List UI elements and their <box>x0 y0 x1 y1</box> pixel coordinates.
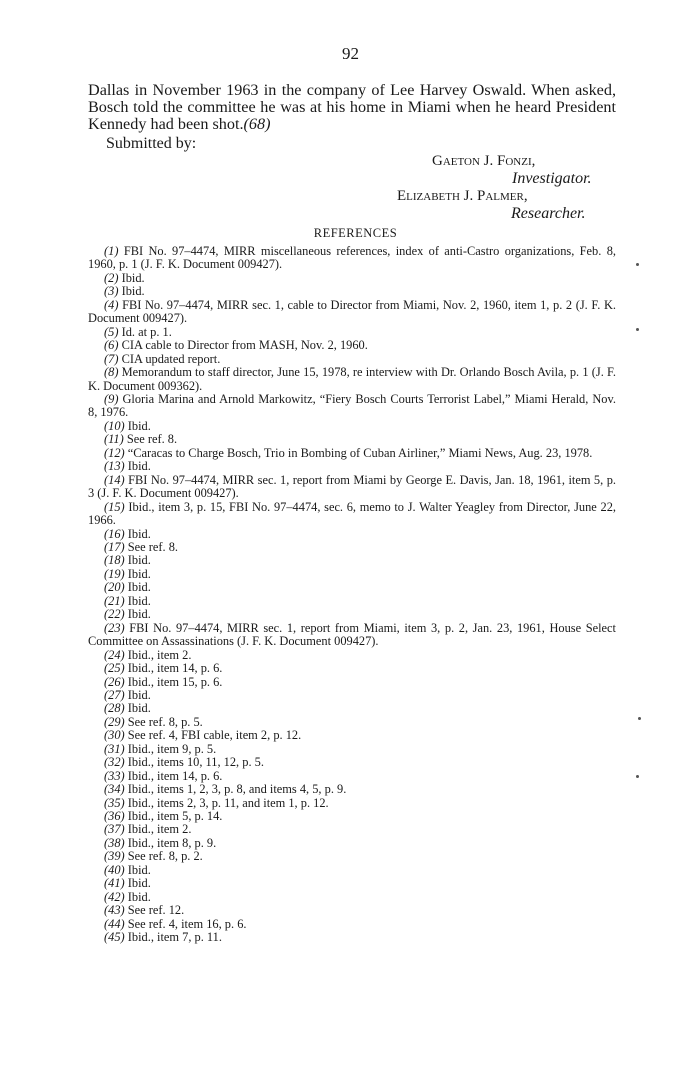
reference-number: (5) <box>104 324 119 339</box>
reference-item <box>88 864 616 877</box>
reference-text: See ref. 8, p. 2. <box>127 849 203 864</box>
reference-number: (31) <box>104 741 125 756</box>
reference-number: (45) <box>104 930 125 945</box>
scan-speck <box>636 328 639 331</box>
reference-text: Ibid. <box>127 889 151 904</box>
reference-text: See ref. 8. <box>126 432 178 447</box>
reference-text: Ibid. <box>121 284 145 299</box>
reference-text: See ref. 4, item 16, p. 6. <box>127 916 247 931</box>
reference-number: (13) <box>104 459 125 474</box>
scan-speck <box>636 263 639 266</box>
reference-item <box>88 743 616 756</box>
reference-number: (1) <box>104 244 119 258</box>
reference-number: (4) <box>104 297 119 312</box>
reference-item <box>88 756 616 769</box>
body-text: Dallas in November 1963 in the company of Lee Harvey Oswald. When asked, Bosch told the committee he was at his home in Miami when he heard President Kennedy had been shot. <box>88 81 616 133</box>
reference-text: FBI No. 97–4474, MIRR sec. 1, cable to Director from Miami, Nov. 2, 1960, item 1, p. 2 (J. F. K. Document 009427). <box>88 297 616 326</box>
reference-text: CIA cable to Director from MASH, Nov. 2, 1960. <box>121 338 368 353</box>
reference-number: (43) <box>104 903 125 918</box>
reference-number: (34) <box>104 782 125 797</box>
reference-number: (40) <box>104 862 125 877</box>
reference-item <box>88 770 616 783</box>
submitted-by-label: Submitted by: <box>106 135 197 152</box>
reference-text: Ibid., items 10, 11, 12, p. 5. <box>127 755 264 770</box>
reference-number: (16) <box>104 526 125 541</box>
scan-speck <box>636 775 639 778</box>
reference-text: See ref. 12. <box>127 903 185 918</box>
reference-number: (44) <box>104 916 125 931</box>
reference-item <box>88 433 616 446</box>
reference-item <box>88 729 616 742</box>
reference-item <box>88 299 616 326</box>
reference-item <box>88 285 616 298</box>
reference-number: (18) <box>104 553 125 568</box>
reference-number: (39) <box>104 849 125 864</box>
reference-item <box>88 353 616 366</box>
reference-number: (35) <box>104 795 125 810</box>
references-list <box>88 245 616 945</box>
reference-number: (19) <box>104 566 125 581</box>
reference-item <box>88 474 616 501</box>
footnote-ref: (68) <box>243 115 271 133</box>
reference-number: (10) <box>104 418 125 433</box>
reference-item <box>88 702 616 715</box>
signatory-role: Investigator. <box>512 170 592 187</box>
reference-item <box>88 931 616 944</box>
reference-number: (11) <box>104 432 124 447</box>
reference-number: (7) <box>104 351 119 366</box>
reference-item <box>88 501 616 528</box>
scan-speck <box>638 717 641 720</box>
reference-text: Ibid. <box>127 566 151 581</box>
reference-text: Ibid., item 8, p. 9. <box>127 835 217 850</box>
reference-item <box>88 810 616 823</box>
reference-item <box>88 393 616 420</box>
reference-text: Ibid. <box>127 553 151 568</box>
reference-text: Ibid. <box>127 687 151 702</box>
references-heading: REFERENCES <box>313 226 398 240</box>
reference-number: (29) <box>104 714 125 729</box>
reference-item <box>88 783 616 796</box>
reference-number: (41) <box>104 876 125 891</box>
reference-item <box>88 420 616 433</box>
reference-item <box>88 366 616 393</box>
reference-text: FBI No. 97–4474, MIRR miscellaneous references, index of anti-Castro organizations, Feb. 8, 1960, p. 1 (J. F. K. Document 009427). <box>88 244 616 272</box>
reference-item <box>88 662 616 675</box>
reference-number: (24) <box>104 647 125 662</box>
signatory-name: Elizabeth J. Palmer, <box>397 188 528 204</box>
reference-number: (32) <box>104 755 125 770</box>
reference-number: (33) <box>104 768 125 783</box>
reference-item <box>88 676 616 689</box>
reference-text: Ibid. <box>127 862 151 877</box>
reference-item <box>88 568 616 581</box>
reference-text: Id. at p. 1. <box>121 324 172 339</box>
reference-text: Ibid. <box>127 459 151 474</box>
body-paragraph <box>88 82 616 133</box>
reference-item <box>88 837 616 850</box>
reference-item <box>88 918 616 931</box>
reference-item <box>88 541 616 554</box>
reference-item <box>88 823 616 836</box>
reference-item <box>88 716 616 729</box>
reference-text: Ibid., item 2. <box>127 647 192 662</box>
reference-text: Ibid., item 14, p. 6. <box>127 768 223 783</box>
reference-item <box>88 608 616 621</box>
reference-item <box>88 649 616 662</box>
reference-number: (22) <box>104 607 125 622</box>
reference-number: (21) <box>104 593 125 608</box>
reference-number: (15) <box>104 499 125 514</box>
reference-text: Ibid. <box>121 270 145 285</box>
reference-text: Ibid. <box>127 607 151 622</box>
reference-number: (25) <box>104 661 125 676</box>
reference-item <box>88 554 616 567</box>
reference-number: (28) <box>104 701 125 716</box>
reference-number: (23) <box>104 620 125 635</box>
reference-number: (42) <box>104 889 125 904</box>
reference-text: CIA updated report. <box>121 351 221 366</box>
page-number: 92 <box>342 44 359 63</box>
reference-number: (14) <box>104 472 125 487</box>
reference-text: See ref. 4, FBI cable, item 2, p. 12. <box>127 728 302 743</box>
reference-number: (20) <box>104 580 125 595</box>
reference-item <box>88 581 616 594</box>
reference-text: Ibid., item 5, p. 14. <box>127 809 223 824</box>
reference-text: Ibid., items 1, 2, 3, p. 8, and items 4, 5, p. 9. <box>127 782 347 797</box>
reference-item <box>88 904 616 917</box>
reference-number: (38) <box>104 835 125 850</box>
reference-text: See ref. 8, p. 5. <box>127 714 203 729</box>
reference-item <box>88 528 616 541</box>
reference-item <box>88 339 616 352</box>
reference-text: Ibid., items 2, 3, p. 11, and item 1, p. 12. <box>127 795 329 810</box>
reference-item <box>88 447 616 460</box>
reference-number: (12) <box>104 445 125 460</box>
reference-item <box>88 326 616 339</box>
reference-text: Ibid. <box>127 593 151 608</box>
reference-number: (3) <box>104 284 119 299</box>
reference-number: (8) <box>104 365 119 380</box>
reference-text: Ibid. <box>127 418 151 433</box>
reference-number: (27) <box>104 687 125 702</box>
reference-text: Ibid., item 14, p. 6. <box>127 661 223 676</box>
reference-text: Ibid. <box>127 701 151 716</box>
reference-text: Ibid., item 15, p. 6. <box>127 674 223 689</box>
reference-number: (6) <box>104 338 119 353</box>
reference-item <box>88 689 616 702</box>
reference-text: Ibid. <box>127 526 151 541</box>
reference-item <box>88 595 616 608</box>
reference-text: Ibid., item 7, p. 11. <box>127 930 222 945</box>
reference-item <box>88 891 616 904</box>
reference-number: (17) <box>104 539 125 554</box>
reference-text: Memorandum to staff director, June 15, 1978, re interview with Dr. Orlando Bosch Avila, p. 1 (J. F. K. Document 009362). <box>88 365 616 393</box>
reference-item <box>88 850 616 863</box>
reference-text: Ibid., item 3, p. 15, FBI No. 97–4474, sec. 6, memo to J. Walter Yeagley from Director, June 22, 1966. <box>88 499 616 528</box>
reference-text: See ref. 8. <box>127 539 178 554</box>
reference-text: FBI No. 97–4474, MIRR sec. 1, report from Miami, item 3, p. 2, Jan. 23, 1961, House Select Committee on Assassinations (J. F. K. Document 009427). <box>88 620 616 649</box>
reference-number: (2) <box>104 270 119 285</box>
reference-item <box>88 460 616 473</box>
reference-number: (26) <box>104 674 125 689</box>
reference-number: (9) <box>104 391 119 406</box>
reference-item <box>88 622 616 649</box>
reference-text: Ibid. <box>127 580 151 595</box>
reference-text: Ibid. <box>127 876 151 891</box>
signatory-name: Gaeton J. Fonzi, <box>432 153 536 169</box>
reference-number: (37) <box>104 822 125 837</box>
reference-text: Gloria Marina and Arnold Markowitz, “Fiery Bosch Courts Terrorist Label,” Miami Herald, Nov. 8, 1976. <box>88 391 616 420</box>
reference-item <box>88 245 616 272</box>
reference-number: (30) <box>104 728 125 743</box>
reference-text: Ibid., item 9, p. 5. <box>127 741 217 756</box>
reference-text: FBI No. 97–4474, MIRR sec. 1, report from Miami by George E. Davis, Jan. 18, 1961, item 5, p. 3 (J. F. K. Document 009427). <box>88 472 616 501</box>
reference-item <box>88 797 616 810</box>
reference-text: Ibid., item 2. <box>127 822 192 837</box>
reference-text: “Caracas to Charge Bosch, Trio in Bombing of Cuban Airliner,” Miami News, Aug. 23, 1978. <box>127 445 593 460</box>
reference-number: (36) <box>104 809 125 824</box>
reference-item <box>88 877 616 890</box>
signatory-role: Researcher. <box>511 205 586 222</box>
reference-item <box>88 272 616 285</box>
